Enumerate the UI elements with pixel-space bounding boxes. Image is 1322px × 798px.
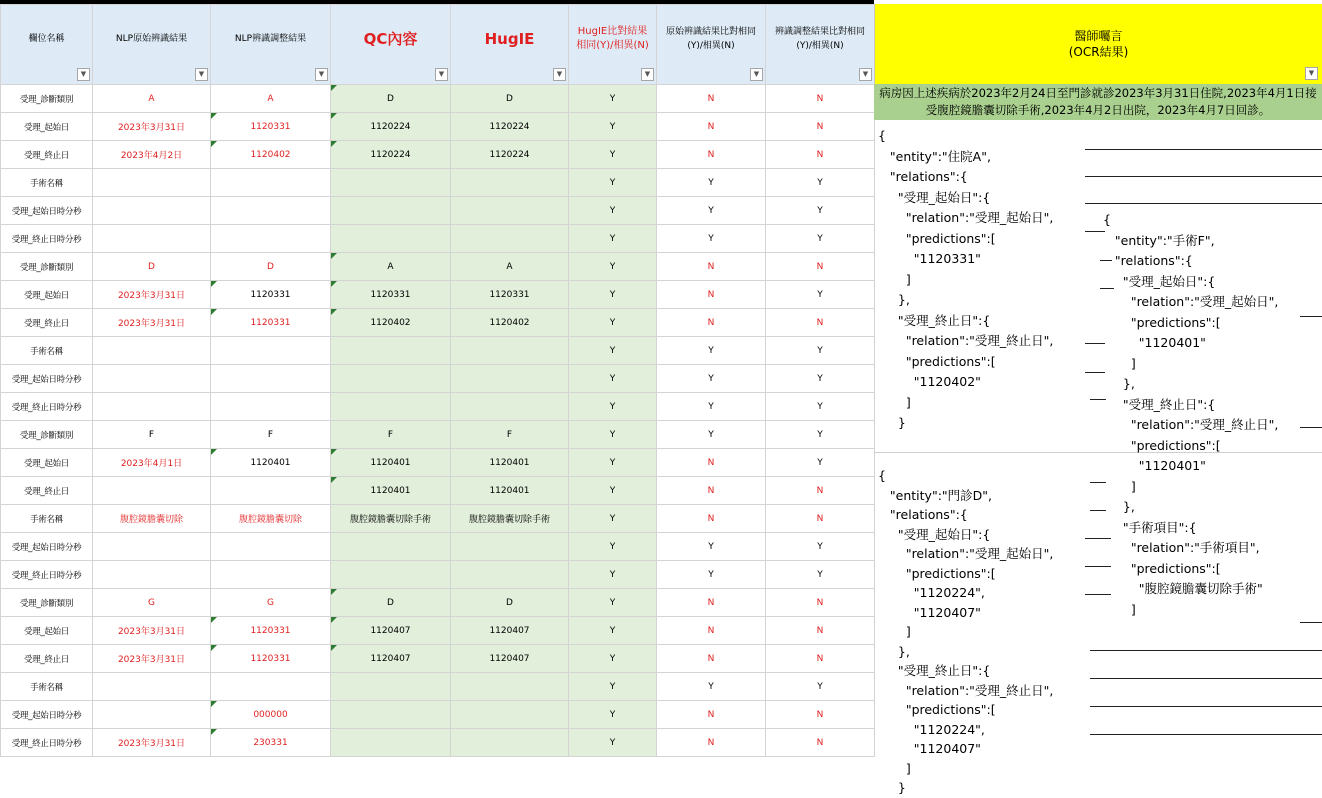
- cell-nlp-adjusted[interactable]: [211, 673, 331, 701]
- cell-hugie[interactable]: [451, 337, 569, 365]
- filter-dropdown-icon[interactable]: ▼: [77, 68, 90, 81]
- cell-adjusted-compare[interactable]: Y: [766, 421, 875, 449]
- json-block-inpatient[interactable]: { "entity":"住院A", "relations":{ "受理_起始日":{ "relation":"受理_起始日", "predictions":[ "1120331" ] }, "受理_終止日":{ "relation":"受理_終止日", "predictions":[ "1120402" ] }: [878, 128, 1054, 430]
- col-header-qc[interactable]: QC內容 ▼: [331, 5, 451, 85]
- cell-hugie[interactable]: [451, 393, 569, 421]
- cell-raw-compare[interactable]: N: [657, 729, 766, 757]
- cell-adjusted-compare[interactable]: N: [766, 645, 875, 673]
- cell-field-name[interactable]: 手術名稱: [1, 505, 93, 533]
- table-row: [1, 281, 875, 309]
- cell-hugie[interactable]: A: [451, 253, 569, 281]
- cell-qc[interactable]: 1120224: [331, 113, 451, 141]
- ocr-result-text[interactable]: 病房因上述疾病於2023年2月24日至門診就診2023年3月31日住院,2023年4月1日接受腹腔鏡膽囊切除手術,2023年4月2日出院，2023年4月7日回診。: [874, 84, 1322, 120]
- table-row: [1, 225, 875, 253]
- filter-dropdown-icon[interactable]: ▼: [859, 68, 872, 81]
- cell-raw-compare[interactable]: N: [657, 477, 766, 505]
- cell-nlp-adjusted[interactable]: [211, 393, 331, 421]
- cell-nlp-adjusted[interactable]: [211, 225, 331, 253]
- cell-raw-compare[interactable]: N: [657, 85, 766, 113]
- cell-qc[interactable]: [331, 561, 451, 589]
- cell-border-line: [1085, 372, 1105, 373]
- table-row: [1, 85, 875, 113]
- cell-adjusted-compare[interactable]: Y: [766, 673, 875, 701]
- cell-raw-compare[interactable]: Y: [657, 169, 766, 197]
- cell-field-name[interactable]: 受理_起始日: [1, 113, 93, 141]
- cell-adjusted-compare[interactable]: Y: [766, 533, 875, 561]
- cell-nlp-adjusted[interactable]: F: [211, 421, 331, 449]
- cell-hugie[interactable]: [451, 225, 569, 253]
- cell-hugie-compare[interactable]: Y: [569, 365, 657, 393]
- cell-field-name[interactable]: 受理_終止日時分秒: [1, 561, 93, 589]
- cell-field-name[interactable]: 受理_診斷類別: [1, 589, 93, 617]
- cell-field-name[interactable]: 受理_終止日時分秒: [1, 225, 93, 253]
- cell-nlp-raw[interactable]: 2023年4月2日: [93, 141, 211, 169]
- doctor-notes-title: 醫師囑言: [1074, 29, 1123, 43]
- cell-hugie[interactable]: 1120402: [451, 309, 569, 337]
- cell-hugie-compare[interactable]: Y: [569, 169, 657, 197]
- cell-hugie[interactable]: 1120331: [451, 281, 569, 309]
- cell-hugie-compare[interactable]: Y: [569, 533, 657, 561]
- cell-hugie-compare[interactable]: Y: [569, 589, 657, 617]
- cell-qc[interactable]: 腹腔鏡膽囊切除手術: [331, 505, 451, 533]
- table-row: [1, 505, 875, 533]
- cell-hugie-compare[interactable]: Y: [569, 617, 657, 645]
- cell-qc[interactable]: 1120401: [331, 477, 451, 505]
- cell-adjusted-compare[interactable]: N: [766, 729, 875, 757]
- col-header-hugie-compare[interactable]: HugIE比對結果相同(Y)/相異(N) ▼: [569, 5, 657, 85]
- cell-nlp-adjusted[interactable]: [211, 197, 331, 225]
- cell-border-line: [1090, 650, 1322, 651]
- cell-adjusted-compare[interactable]: N: [766, 85, 875, 113]
- cell-qc[interactable]: [331, 365, 451, 393]
- cell-nlp-adjusted[interactable]: D: [211, 253, 331, 281]
- cell-raw-compare[interactable]: Y: [657, 393, 766, 421]
- cell-field-name[interactable]: 受理_起始日: [1, 281, 93, 309]
- cell-hugie[interactable]: [451, 729, 569, 757]
- cell-field-name[interactable]: 受理_起始日時分秒: [1, 701, 93, 729]
- cell-raw-compare[interactable]: Y: [657, 365, 766, 393]
- cell-raw-compare[interactable]: N: [657, 589, 766, 617]
- cell-hugie[interactable]: 1120401: [451, 449, 569, 477]
- cell-adjusted-compare[interactable]: N: [766, 701, 875, 729]
- cell-field-name[interactable]: 受理_終止日時分秒: [1, 729, 93, 757]
- cell-adjusted-compare[interactable]: Y: [766, 561, 875, 589]
- cell-adjusted-compare[interactable]: Y: [766, 449, 875, 477]
- cell-adjusted-compare[interactable]: N: [766, 505, 875, 533]
- cell-adjusted-compare[interactable]: N: [766, 309, 875, 337]
- cell-nlp-adjusted[interactable]: [211, 337, 331, 365]
- cell-border-line: [1085, 203, 1322, 204]
- cell-hugie-compare[interactable]: Y: [569, 449, 657, 477]
- cell-adjusted-compare[interactable]: N: [766, 477, 875, 505]
- cell-nlp-adjusted[interactable]: 1120402: [211, 141, 331, 169]
- cell-hugie[interactable]: D: [451, 85, 569, 113]
- cell-raw-compare[interactable]: N: [657, 701, 766, 729]
- cell-hugie-compare[interactable]: Y: [569, 561, 657, 589]
- cell-border-line: [1300, 427, 1322, 428]
- cell-qc[interactable]: [331, 337, 451, 365]
- cell-raw-compare[interactable]: N: [657, 141, 766, 169]
- cell-nlp-raw[interactable]: [93, 533, 211, 561]
- cell-field-name[interactable]: 受理_起始日時分秒: [1, 533, 93, 561]
- cell-qc[interactable]: [331, 225, 451, 253]
- cell-nlp-raw[interactable]: 腹腔鏡膽囊切除: [93, 505, 211, 533]
- filter-dropdown-icon[interactable]: ▼: [553, 68, 566, 81]
- cell-qc[interactable]: 1120331: [331, 281, 451, 309]
- table-row: [1, 421, 875, 449]
- table-row: [1, 365, 875, 393]
- doctor-notes-header[interactable]: [874, 4, 1322, 84]
- cell-nlp-raw[interactable]: [93, 701, 211, 729]
- cell-hugie-compare[interactable]: Y: [569, 225, 657, 253]
- table-row: [1, 561, 875, 589]
- cell-qc[interactable]: 1120402: [331, 309, 451, 337]
- cell-hugie-compare[interactable]: Y: [569, 729, 657, 757]
- cell-nlp-raw[interactable]: [93, 197, 211, 225]
- cell-hugie-compare[interactable]: Y: [569, 421, 657, 449]
- cell-hugie[interactable]: 1120224: [451, 113, 569, 141]
- cell-nlp-adjusted[interactable]: [211, 477, 331, 505]
- col-header-nlp-adjusted[interactable]: NLP辨識調整結果 ▼: [211, 5, 331, 85]
- cell-nlp-raw[interactable]: [93, 169, 211, 197]
- cell-hugie[interactable]: [451, 561, 569, 589]
- cell-adjusted-compare[interactable]: N: [766, 589, 875, 617]
- header-row: [1, 5, 875, 85]
- cell-nlp-raw[interactable]: [93, 365, 211, 393]
- table-row: [1, 617, 875, 645]
- cell-field-name[interactable]: 受理_終止日: [1, 645, 93, 673]
- table-row: [1, 729, 875, 757]
- cell-hugie[interactable]: [451, 701, 569, 729]
- cell-raw-compare[interactable]: N: [657, 253, 766, 281]
- cell-qc[interactable]: 1120224: [331, 141, 451, 169]
- cell-nlp-adjusted[interactable]: [211, 365, 331, 393]
- cell-border-line: [1300, 316, 1322, 317]
- cell-hugie-compare[interactable]: Y: [569, 253, 657, 281]
- cell-raw-compare[interactable]: N: [657, 281, 766, 309]
- cell-nlp-raw[interactable]: 2023年3月31日: [93, 281, 211, 309]
- spreadsheet-table: [0, 4, 875, 757]
- cell-field-name[interactable]: 受理_終止日: [1, 477, 93, 505]
- cell-adjusted-compare[interactable]: Y: [766, 197, 875, 225]
- cell-raw-compare[interactable]: N: [657, 617, 766, 645]
- cell-nlp-raw[interactable]: [93, 225, 211, 253]
- json-block-outpatient[interactable]: { "entity":"門診D", "relations":{ "受理_起始日":{ "relation":"受理_起始日", "predictions":[ "1120224", "1120407" ] }, "受理_終止日":{ "relation":"受理_終止日", "predictions":[ "1120224", "1120407" ] }: [878, 468, 1054, 795]
- cell-raw-compare[interactable]: Y: [657, 673, 766, 701]
- table-row: [1, 141, 875, 169]
- table-row: [1, 309, 875, 337]
- cell-nlp-raw[interactable]: [93, 561, 211, 589]
- cell-border-line: [1085, 176, 1322, 177]
- cell-hugie-compare[interactable]: Y: [569, 309, 657, 337]
- filter-dropdown-icon[interactable]: ▼: [435, 68, 448, 81]
- filter-dropdown-icon[interactable]: ▼: [195, 68, 208, 81]
- cell-adjusted-compare[interactable]: N: [766, 617, 875, 645]
- cell-field-name[interactable]: 受理_終止日: [1, 309, 93, 337]
- cell-hugie[interactable]: [451, 533, 569, 561]
- json-block-surgery[interactable]: { "entity":"手術F", "relations":{ "受理_起始日":{ "relation":"受理_起始日", "predictions":[ "1120401" ] }, "受理_終止日":{ "relation":"受理_終止日", "predictions":[ "1120401" ] }, "手術項目":{ "relation":"手術項目", "predictions":[ "腹腔鏡膽囊切除手術" ]: [1103, 212, 1279, 617]
- cell-field-name[interactable]: 手術名稱: [1, 169, 93, 197]
- table-row: [1, 449, 875, 477]
- cell-field-name[interactable]: 受理_診斷類別: [1, 421, 93, 449]
- cell-adjusted-compare[interactable]: Y: [766, 225, 875, 253]
- cell-field-name[interactable]: 受理_起始日: [1, 617, 93, 645]
- cell-adjusted-compare[interactable]: N: [766, 113, 875, 141]
- cell-nlp-raw[interactable]: 2023年3月31日: [93, 729, 211, 757]
- cell-hugie[interactable]: 1120407: [451, 617, 569, 645]
- col-header-adjusted-compare[interactable]: 辨識調整結果比對相同(Y)/相異(N) ▼: [766, 5, 875, 85]
- cell-hugie[interactable]: [451, 365, 569, 393]
- cell-border-line: [1300, 622, 1322, 623]
- cell-hugie[interactable]: 1120401: [451, 477, 569, 505]
- filter-dropdown-icon[interactable]: ▼: [315, 68, 328, 81]
- table-row: [1, 701, 875, 729]
- cell-nlp-adjusted[interactable]: 000000: [211, 701, 331, 729]
- table-row: [1, 673, 875, 701]
- cell-nlp-adjusted[interactable]: 1120401: [211, 449, 331, 477]
- cell-adjusted-compare[interactable]: Y: [766, 281, 875, 309]
- cell-hugie-compare[interactable]: Y: [569, 337, 657, 365]
- cell-qc[interactable]: 1120407: [331, 645, 451, 673]
- cell-field-name[interactable]: 受理_診斷類別: [1, 253, 93, 281]
- cell-qc[interactable]: D: [331, 85, 451, 113]
- cell-nlp-adjusted[interactable]: 1120331: [211, 617, 331, 645]
- cell-nlp-raw[interactable]: 2023年3月31日: [93, 617, 211, 645]
- cell-nlp-adjusted[interactable]: [211, 533, 331, 561]
- cell-nlp-adjusted[interactable]: [211, 561, 331, 589]
- cell-raw-compare[interactable]: Y: [657, 225, 766, 253]
- cell-nlp-raw[interactable]: 2023年4月1日: [93, 449, 211, 477]
- cell-raw-compare[interactable]: N: [657, 505, 766, 533]
- table-row: [1, 169, 875, 197]
- filter-dropdown-icon[interactable]: ▼: [1305, 67, 1318, 80]
- table-row: [1, 393, 875, 421]
- cell-hugie[interactable]: 腹腔鏡膽囊切除手術: [451, 505, 569, 533]
- cell-qc[interactable]: [331, 393, 451, 421]
- filter-dropdown-icon[interactable]: ▼: [750, 68, 763, 81]
- cell-hugie-compare[interactable]: Y: [569, 393, 657, 421]
- table-row: [1, 533, 875, 561]
- cell-qc[interactable]: A: [331, 253, 451, 281]
- cell-nlp-adjusted[interactable]: G: [211, 589, 331, 617]
- cell-hugie[interactable]: 1120407: [451, 645, 569, 673]
- cell-raw-compare[interactable]: N: [657, 113, 766, 141]
- cell-field-name[interactable]: 手術名稱: [1, 337, 93, 365]
- cell-nlp-adjusted[interactable]: 1120331: [211, 309, 331, 337]
- cell-nlp-raw[interactable]: G: [93, 589, 211, 617]
- cell-raw-compare[interactable]: Y: [657, 197, 766, 225]
- cell-nlp-raw[interactable]: 2023年3月31日: [93, 309, 211, 337]
- cell-nlp-adjusted[interactable]: 腹腔鏡膽囊切除: [211, 505, 331, 533]
- cell-hugie[interactable]: F: [451, 421, 569, 449]
- col-header-hugie[interactable]: HugIE ▼: [451, 5, 569, 85]
- cell-qc[interactable]: [331, 673, 451, 701]
- table-row: [1, 337, 875, 365]
- cell-nlp-raw[interactable]: 2023年3月31日: [93, 645, 211, 673]
- filter-dropdown-icon[interactable]: ▼: [641, 68, 654, 81]
- cell-adjusted-compare[interactable]: Y: [766, 169, 875, 197]
- cell-field-name[interactable]: 受理_終止日: [1, 141, 93, 169]
- cell-hugie-compare[interactable]: Y: [569, 505, 657, 533]
- cell-hugie-compare[interactable]: Y: [569, 197, 657, 225]
- table-row: [1, 589, 875, 617]
- cell-border-line: [1085, 149, 1322, 150]
- cell-hugie-compare[interactable]: Y: [569, 477, 657, 505]
- cell-raw-compare[interactable]: Y: [657, 561, 766, 589]
- cell-hugie-compare[interactable]: Y: [569, 113, 657, 141]
- cell-border-line: [1085, 343, 1105, 344]
- cell-border-line: [1085, 231, 1105, 232]
- cell-raw-compare[interactable]: N: [657, 449, 766, 477]
- cell-hugie-compare[interactable]: Y: [569, 645, 657, 673]
- cell-nlp-raw[interactable]: 2023年3月31日: [93, 113, 211, 141]
- cell-nlp-raw[interactable]: [93, 393, 211, 421]
- cell-qc[interactable]: 1120407: [331, 617, 451, 645]
- cell-border-line: [1090, 734, 1322, 735]
- cell-qc[interactable]: [331, 533, 451, 561]
- cell-hugie-compare[interactable]: Y: [569, 701, 657, 729]
- cell-border-line: [1090, 678, 1322, 679]
- cell-qc[interactable]: 1120401: [331, 449, 451, 477]
- cell-raw-compare[interactable]: N: [657, 309, 766, 337]
- cell-qc[interactable]: D: [331, 589, 451, 617]
- cell-hugie-compare[interactable]: Y: [569, 141, 657, 169]
- cell-hugie[interactable]: 1120224: [451, 141, 569, 169]
- cell-raw-compare[interactable]: Y: [657, 337, 766, 365]
- table-body: [1, 85, 875, 757]
- cell-nlp-adjusted[interactable]: A: [211, 85, 331, 113]
- col-header-field-name[interactable]: 欄位名稱 ▼: [1, 5, 93, 85]
- table-row: [1, 253, 875, 281]
- cell-hugie-compare[interactable]: Y: [569, 85, 657, 113]
- cell-nlp-adjusted[interactable]: 230331: [211, 729, 331, 757]
- cell-nlp-adjusted[interactable]: 1120331: [211, 281, 331, 309]
- cell-raw-compare[interactable]: Y: [657, 533, 766, 561]
- table-row: [1, 113, 875, 141]
- cell-qc[interactable]: [331, 197, 451, 225]
- cell-hugie-compare[interactable]: Y: [569, 673, 657, 701]
- cell-qc[interactable]: [331, 701, 451, 729]
- col-header-nlp-raw[interactable]: NLP原始辨識結果 ▼: [93, 5, 211, 85]
- cell-hugie-compare[interactable]: Y: [569, 281, 657, 309]
- cell-nlp-raw[interactable]: [93, 337, 211, 365]
- cell-field-name[interactable]: 受理_起始日時分秒: [1, 365, 93, 393]
- cell-nlp-adjusted[interactable]: [211, 169, 331, 197]
- cell-nlp-raw[interactable]: D: [93, 253, 211, 281]
- cell-field-name[interactable]: 受理_起始日: [1, 449, 93, 477]
- cell-hugie[interactable]: D: [451, 589, 569, 617]
- cell-qc[interactable]: [331, 169, 451, 197]
- cell-field-name[interactable]: 受理_終止日時分秒: [1, 393, 93, 421]
- cell-nlp-raw[interactable]: [93, 477, 211, 505]
- doctor-notes-subtitle: (OCR結果): [1068, 45, 1129, 59]
- cell-adjusted-compare[interactable]: Y: [766, 337, 875, 365]
- cell-nlp-raw[interactable]: [93, 673, 211, 701]
- cell-field-name[interactable]: 受理_診斷類別: [1, 85, 93, 113]
- cell-field-name[interactable]: 受理_起始日時分秒: [1, 197, 93, 225]
- cell-adjusted-compare[interactable]: N: [766, 253, 875, 281]
- cell-raw-compare[interactable]: Y: [657, 421, 766, 449]
- cell-hugie[interactable]: [451, 673, 569, 701]
- cell-nlp-raw[interactable]: F: [93, 421, 211, 449]
- col-header-raw-compare[interactable]: 原始辨識結果比對相同(Y)/相異(N) ▼: [657, 5, 766, 85]
- cell-hugie[interactable]: [451, 169, 569, 197]
- cell-adjusted-compare[interactable]: Y: [766, 365, 875, 393]
- table-row: [1, 197, 875, 225]
- cell-adjusted-compare[interactable]: Y: [766, 393, 875, 421]
- cell-raw-compare[interactable]: N: [657, 645, 766, 673]
- cell-nlp-adjusted[interactable]: 1120331: [211, 113, 331, 141]
- cell-qc[interactable]: F: [331, 421, 451, 449]
- table-row: [1, 477, 875, 505]
- cell-hugie[interactable]: [451, 197, 569, 225]
- cell-border-line: [1090, 706, 1322, 707]
- cell-nlp-raw[interactable]: A: [93, 85, 211, 113]
- cell-field-name[interactable]: 手術名稱: [1, 673, 93, 701]
- table-row: [1, 645, 875, 673]
- cell-nlp-adjusted[interactable]: 1120331: [211, 645, 331, 673]
- cell-adjusted-compare[interactable]: N: [766, 141, 875, 169]
- cell-qc[interactable]: [331, 729, 451, 757]
